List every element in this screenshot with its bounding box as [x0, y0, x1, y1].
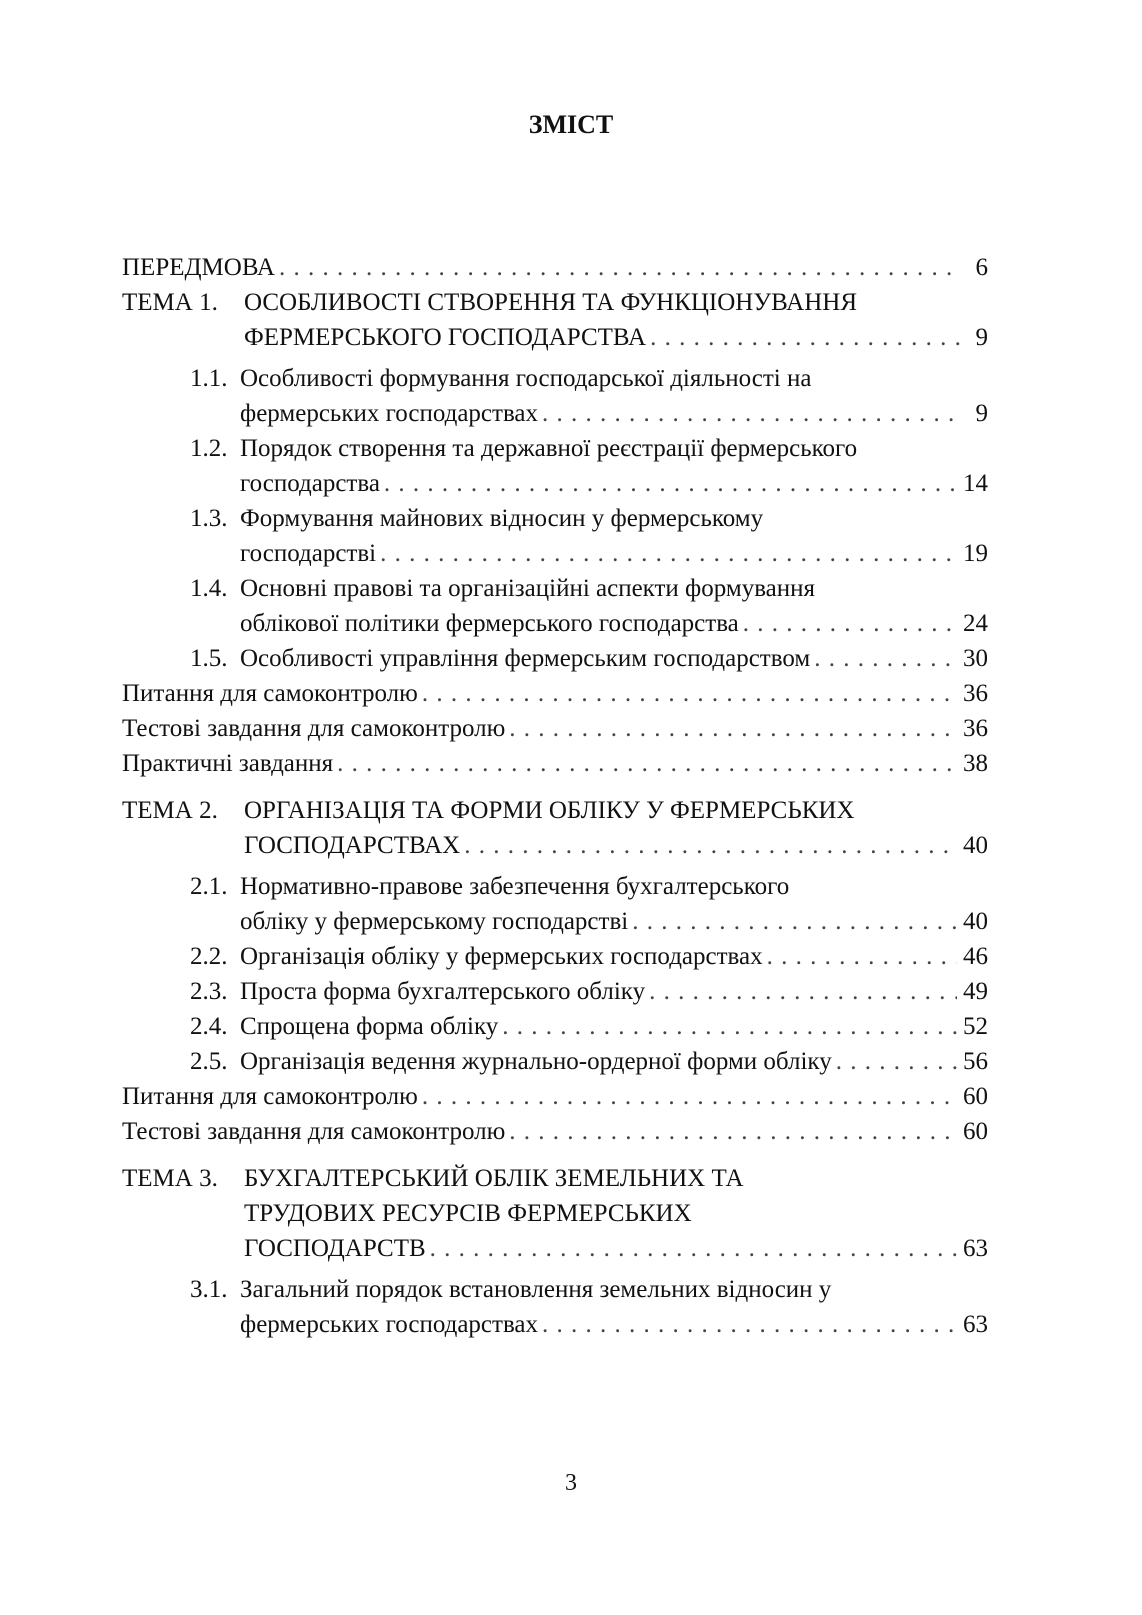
leader-dots [743, 606, 957, 641]
leader-dots [814, 641, 957, 676]
subsection-number: 1.5. [190, 645, 228, 672]
subsection-number: 2.3. [190, 978, 228, 1005]
topic-title-line: ФЕРМЕРСЬКОГО ГОСПОДАРСТВА [244, 324, 647, 351]
subsection-title: Формування майнових відносин у фермерському [240, 505, 764, 532]
toc-page-number: 9 [975, 400, 988, 427]
toc-entry-self-check-questions[interactable] [122, 676, 988, 711]
leader-dots [337, 746, 957, 781]
leader-dots [836, 1044, 957, 1079]
toc-page-number: 36 [963, 680, 988, 707]
toc-page-number: 60 [963, 1083, 988, 1110]
toc-page-number: 36 [963, 715, 988, 742]
subsection-number: 1.2. [190, 435, 228, 462]
topic-title-line: ГОСПОДАРСТВ [244, 1235, 426, 1262]
subsection-title: господарстві [240, 540, 377, 567]
subsection-number: 2.4. [190, 1013, 228, 1040]
toc-page-number: 63 [963, 1311, 988, 1338]
toc-subsection-2-2[interactable] [122, 939, 988, 974]
toc-page-number: 49 [963, 978, 988, 1005]
page-number: 3 [565, 1470, 577, 1496]
toc-entry-self-check-questions[interactable] [122, 1079, 988, 1114]
toc-subsection-1-1[interactable] [122, 361, 988, 431]
toc-page-number: 40 [963, 908, 988, 935]
toc-topic-1[interactable] [122, 285, 988, 355]
leader-dots [509, 1114, 957, 1149]
topic-title-line: ТРУДОВИХ РЕСУРСІВ ФЕРМЕРСЬКИХ [244, 1200, 692, 1227]
leader-dots [632, 904, 957, 939]
topic-title-line: ГОСПОДАРСТВАХ [244, 832, 461, 859]
toc-topic-2[interactable] [122, 793, 988, 863]
topic-title-line: ОРГАНІЗАЦІЯ ТА ФОРМИ ОБЛІКУ У ФЕРМЕРСЬКИХ [244, 797, 855, 824]
toc-topic-3[interactable] [122, 1161, 988, 1266]
toc-subsection-2-5[interactable] [122, 1044, 988, 1079]
subsection-number: 1.4. [190, 575, 228, 602]
subsection-title: господарства [240, 470, 380, 497]
topic-label: ТЕМА 1. [122, 289, 218, 316]
subsection-title: Особливості формування господарської діяльності на [240, 365, 812, 392]
toc-entry-self-check-tests[interactable] [122, 711, 988, 746]
leader-dots [279, 250, 962, 285]
subsection-title: фермерських господарствах [240, 1311, 539, 1338]
subsection-number: 1.3. [190, 505, 228, 532]
subsection-number: 2.1. [190, 873, 228, 900]
subsection-number: 2.5. [190, 1048, 228, 1075]
leader-dots [650, 320, 962, 355]
subsection-number: 2.2. [190, 943, 228, 970]
subsection-title: облікової політики фермерського господарства [240, 610, 739, 637]
subsection-title: обліку у фермерському господарстві [240, 908, 629, 935]
subsection-title: Особливості управління фермерським господарством [240, 645, 811, 672]
toc-subsection-3-1[interactable] [122, 1272, 988, 1342]
subsection-title: Основні правові та організаційні аспекти формування [240, 575, 816, 602]
toc-subsection-2-1[interactable] [122, 869, 988, 939]
toc-page-number: 9 [975, 324, 988, 351]
subsection-number: 3.1. [190, 1276, 228, 1303]
toc-page-number: 63 [963, 1235, 988, 1262]
toc-page-number: 46 [963, 943, 988, 970]
leader-dots [422, 1079, 957, 1114]
topic-label: ТЕМА 3. [122, 1165, 218, 1192]
leader-dots [542, 396, 962, 431]
toc-page-number: 52 [963, 1013, 988, 1040]
toc-entry-text: Тестові завдання для самоконтролю [122, 1118, 506, 1145]
toc-page-number: 19 [963, 540, 988, 567]
subsection-title: фермерських господарствах [240, 400, 539, 427]
toc-subsection-1-2[interactable] [122, 431, 988, 501]
toc-entry-self-check-tests[interactable] [122, 1114, 988, 1149]
toc-entry-text: Питання для самоконтролю [122, 1083, 418, 1110]
leader-dots [422, 676, 957, 711]
toc-page-number: 14 [963, 470, 988, 497]
leader-dots [542, 1307, 957, 1342]
toc-entry-practical-tasks[interactable] [122, 746, 988, 781]
toc-entry-preface[interactable] [122, 250, 988, 285]
subsection-title: Нормативно-правове забезпечення бухгалтерського [240, 873, 790, 900]
topic-title-line: БУХГАЛТЕРСЬКИЙ ОБЛІК ЗЕМЕЛЬНИХ ТА [244, 1165, 744, 1192]
toc-entry-text: ПЕРЕДМОВА [122, 254, 275, 281]
leader-dots [464, 828, 957, 863]
toc-page-number: 40 [963, 832, 988, 859]
toc-entry-text: Практичні завдання [122, 750, 334, 777]
toc-page-number: 30 [963, 645, 988, 672]
subsection-title: Проста форма бухгалтерського обліку [240, 978, 646, 1005]
subsection-title: Спрощена форма обліку [240, 1013, 499, 1040]
toc-page-number: 60 [963, 1118, 988, 1145]
leader-dots [502, 1009, 957, 1044]
toc-subsection-1-4[interactable] [122, 571, 988, 641]
toc-subsection-1-5[interactable] [122, 641, 988, 676]
leader-dots [430, 1231, 957, 1266]
toc-page-number: 6 [975, 254, 988, 281]
toc-page-number: 24 [963, 610, 988, 637]
topic-title-line: ОСОБЛИВОСТІ СТВОРЕННЯ ТА ФУНКЦІОНУВАННЯ [244, 289, 858, 316]
toc-entry-text: Питання для самоконтролю [122, 680, 418, 707]
leader-dots [767, 939, 957, 974]
subsection-title: Організація ведення журнально-ордерної форми обліку [240, 1048, 832, 1075]
leader-dots [649, 974, 957, 1009]
subsection-title: Порядок створення та державної реєстрації фермерського [240, 435, 858, 462]
table-of-contents [122, 250, 988, 1342]
leader-dots [384, 466, 957, 501]
toc-entry-text: Тестові завдання для самоконтролю [122, 715, 506, 742]
page-title: ЗМІСТ [528, 110, 614, 139]
leader-dots [380, 536, 957, 571]
leader-dots [509, 711, 957, 746]
toc-page-number: 38 [963, 750, 988, 777]
toc-page-number: 56 [963, 1048, 988, 1075]
subsection-title: Організація обліку у фермерських господарствах [240, 943, 763, 970]
subsection-number: 1.1. [190, 365, 228, 392]
topic-label: ТЕМА 2. [122, 797, 218, 824]
toc-subsection-1-3[interactable] [122, 501, 988, 571]
subsection-title: Загальний порядок встановлення земельних відносин у [240, 1276, 832, 1303]
toc-subsection-2-3[interactable] [122, 974, 988, 1009]
toc-subsection-2-4[interactable] [122, 1009, 988, 1044]
